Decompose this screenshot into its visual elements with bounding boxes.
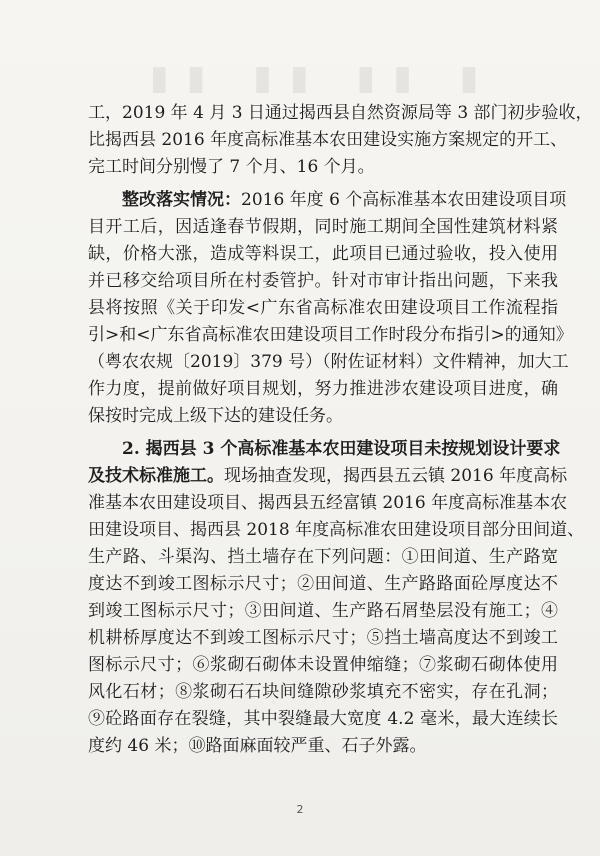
text-line: ⑨砼路面存在裂缝，其中裂缝最大宽度 4.2 毫米，最大连续长 bbox=[88, 709, 558, 729]
text-line: （粤农农规〔2019〕379 号）（附佐证材料）文件精神，加大工 bbox=[88, 352, 569, 372]
document-body bbox=[88, 100, 593, 760]
text-line: 比揭西县 2016 年度高标准基本农田建设实施方案规定的开工、 bbox=[88, 130, 568, 150]
text-line: 引>和<广东省高标准农田建设项目工作时段分布指引>的通知》 bbox=[88, 325, 573, 345]
text-line: 缺，价格大涨，造成等料误工，此项目已通过验收，投入使用 bbox=[88, 244, 558, 264]
text-line: 保按时完成上级下达的建设任务。 bbox=[88, 406, 343, 426]
show-through-text: ▮▮ ▮▮ ▮▮ ▮ bbox=[150, 58, 497, 98]
text-line: 度约 46 米；⑩路面麻面较严重、石子外露。 bbox=[88, 736, 427, 756]
text-segment: 2016 年度 6 个高标准基本农田建设项目项 bbox=[241, 190, 567, 210]
text-segment: 现场抽查发现，揭西县五云镇 2016 年度高标 bbox=[224, 466, 568, 486]
text-line: 准基本农田建设项目、揭西县五经富镇 2016 年度高标准基本农 bbox=[88, 493, 568, 513]
text-line: 县将按照《关于印发<广东省高标准农田建设项目工作流程指 bbox=[88, 298, 558, 318]
text-line: 完工时间分别慢了 7 个月、16 个月。 bbox=[88, 157, 375, 177]
text-line: 度达不到竣工图标示尺寸；②田间道、生产路路面砼厚度达不 bbox=[88, 574, 558, 594]
text-line: 作力度，提前做好项目规划，努力推进涉农建设项目进度，确 bbox=[88, 379, 558, 399]
paragraph-1 bbox=[88, 100, 593, 181]
text-line: 目开工后，因适逢春节假期，同时施工期间全国性建筑材料紧 bbox=[88, 217, 558, 237]
section-heading-end: 及技术标准施工。 bbox=[88, 466, 224, 486]
section-lead: 整改落实情况： bbox=[122, 190, 241, 210]
text-line bbox=[88, 463, 568, 490]
text-line: 图标示尺寸；⑥浆砌石砌体未设置伸缩缝；⑦浆砌石砌体使用 bbox=[88, 655, 558, 675]
text-line: 田建设项目、揭西县 2018 年度高标准农田建设项目部分田间道、 bbox=[88, 520, 585, 540]
text-line: 风化石材；⑧浆砌石石块间缝隙砂浆填充不密实，存在孔洞； bbox=[88, 682, 558, 702]
text-line: 生产路、斗渠沟、挡土墙存在下列问题：①田间道、生产路宽 bbox=[88, 547, 558, 567]
text-line: 工，2019 年 4 月 3 日通过揭西县自然资源局等 3 部门初步验收， bbox=[88, 103, 593, 123]
paragraph-2 bbox=[88, 187, 573, 430]
text-line: 机耕桥厚度达不到竣工图标示尺寸；⑤挡土墙高度达不到竣工 bbox=[88, 628, 558, 648]
paragraph-3 bbox=[88, 436, 585, 760]
section-heading: 2. 揭西县 3 个高标准基本农田建设项目未按规划设计要求 bbox=[122, 439, 561, 459]
text-line bbox=[88, 187, 567, 214]
page-number: 2 bbox=[296, 803, 304, 816]
text-line: 并已移交给项目所在村委管护。针对市审计指出问题，下来我 bbox=[88, 271, 558, 291]
text-line: 到竣工图标示尺寸；③田间道、生产路石屑垫层没有施工；④ bbox=[88, 601, 558, 621]
